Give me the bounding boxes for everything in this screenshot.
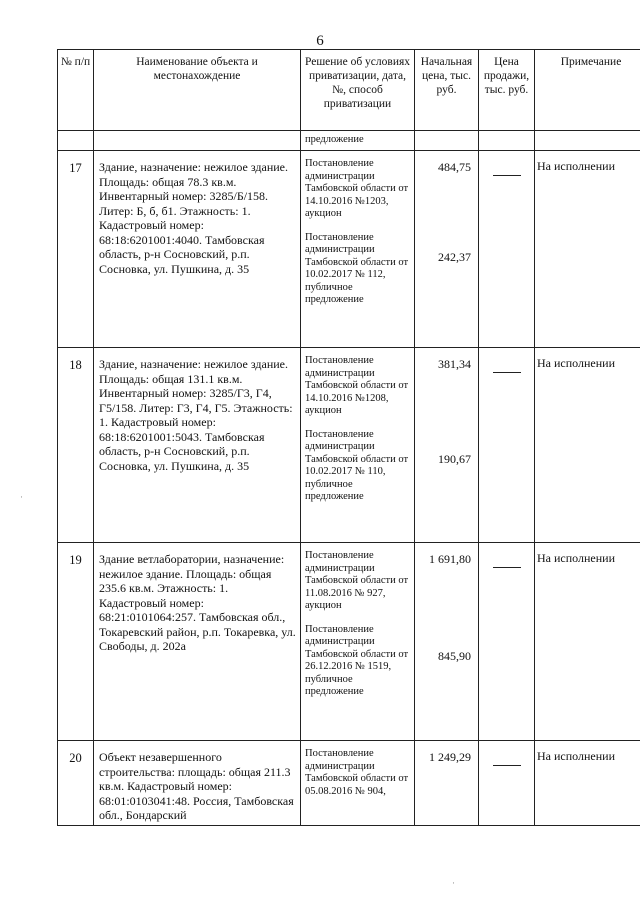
decision-auction: Постановление администрации Тамбовской области от 05.08.2016 № 904, — [305, 748, 409, 797]
start-price-cell — [415, 543, 479, 741]
note-cell: На исполнении — [535, 151, 640, 348]
sale-price-cell — [479, 543, 535, 741]
start-price-auction: 1 691,80 — [429, 552, 471, 566]
decision-cell — [301, 543, 415, 741]
dash-mark — [493, 371, 521, 373]
dash-mark — [493, 764, 521, 766]
note-cell: На исполнении — [535, 741, 640, 826]
header-start-price: Начальная цена, тыс. руб. — [415, 50, 479, 131]
table-header-row — [58, 50, 640, 131]
sale-price-cell — [479, 151, 535, 348]
header-note: Примечание — [535, 50, 640, 131]
decision-public-offer: Постановление администрации Тамбовской области от 10.02.2017 № 110, публичное предложение — [305, 428, 409, 502]
object-description: Здание, назначение: нежилое здание. Площадь: общая 131.1 кв.м. Инвентарный номер: 3285/Г3, Г4, Г5/158. Литер: Г3, Г4, Г5. Этажность: 1. Кадастровый номер: 68:18:6201001:5043. Тамбовская область, р-н Сосновский, р.п. Сосновка, ул. Пушкина, д. 35 — [94, 348, 301, 543]
header-num: № п/п — [58, 50, 94, 131]
table-row — [58, 151, 640, 348]
start-price-cell — [415, 151, 479, 348]
start-price-cell — [415, 348, 479, 543]
header-sale-price: Цена продажи, тыс. руб. — [479, 50, 535, 131]
continuation-row — [58, 131, 640, 151]
page-number: 6 — [316, 33, 324, 49]
decision-auction: Постановление администрации Тамбовской области от 11.08.2016 № 927, аукцион — [305, 550, 409, 611]
start-price-cell — [415, 741, 479, 826]
continuation-text: предложение — [301, 131, 415, 151]
scan-speck: · — [20, 492, 23, 502]
decision-public-offer: Постановление администрации Тамбовской области от 26.12.2016 № 1519, публичное предложение — [305, 623, 409, 697]
note-cell: На исполнении — [535, 348, 640, 543]
decision-auction: Постановление администрации Тамбовской области от 14.10.2016 №1208, аукцион — [305, 355, 409, 416]
row-number: 17 — [58, 151, 94, 348]
start-price-public-offer: 242,37 — [438, 250, 471, 264]
dash-mark — [493, 566, 521, 568]
start-price-auction: 1 249,29 — [429, 750, 471, 764]
object-description: Здание ветлаборатории, назначение: нежилое здание. Площадь: общая 235.6 кв.м. Этажность: 1. Кадастровый номер: 68:21:0101064:257. Тамбовская обл., Токаревский район, р.п. Токаревка, ул. Свободы, д. 202а — [94, 543, 301, 741]
sale-price-cell — [479, 348, 535, 543]
start-price-public-offer: 845,90 — [438, 649, 471, 663]
row-number: 19 — [58, 543, 94, 741]
sale-price-cell — [479, 741, 535, 826]
object-description: Здание, назначение: нежилое здание. Площадь: общая 78.3 кв.м. Инвентарный номер: 3285/Б/158. Литер: Б, б, б1. Этажность: 1. Кадастровый номер: 68:18:6201001:4040. Тамбовская область, р-н Сосновский, р.п. Сосновка, ул. Пушкина, д. 35 — [94, 151, 301, 348]
object-description: Объект незавершенного строительства: площадь: общая 211.3 кв.м. Кадастровый номер: 68:01:0103041:48. Россия, Тамбовская обл., Бондарский — [94, 741, 301, 826]
table-row — [58, 741, 640, 826]
row-number: 20 — [58, 741, 94, 826]
start-price-auction: 381,34 — [438, 357, 471, 371]
start-price-public-offer: 190,67 — [438, 452, 471, 466]
scan-speck: · — [452, 878, 455, 888]
table-row — [58, 543, 640, 741]
start-price-auction: 484,75 — [438, 160, 471, 174]
header-decision: Решение об условиях приватизации, дата, №, способ приватизации — [301, 50, 415, 131]
privatization-table — [57, 49, 640, 826]
decision-public-offer: Постановление администрации Тамбовской области от 10.02.2017 № 112, публичное предложение — [305, 231, 409, 305]
decision-cell — [301, 741, 415, 826]
note-cell: На исполнении — [535, 543, 640, 741]
table-row — [58, 348, 640, 543]
decision-auction: Постановление администрации Тамбовской области от 14.10.2016 №1203, аукцион — [305, 158, 409, 219]
row-number: 18 — [58, 348, 94, 543]
decision-cell — [301, 348, 415, 543]
decision-cell — [301, 151, 415, 348]
dash-mark — [493, 174, 521, 176]
header-name: Наименование объекта и местонахождение — [94, 50, 301, 131]
